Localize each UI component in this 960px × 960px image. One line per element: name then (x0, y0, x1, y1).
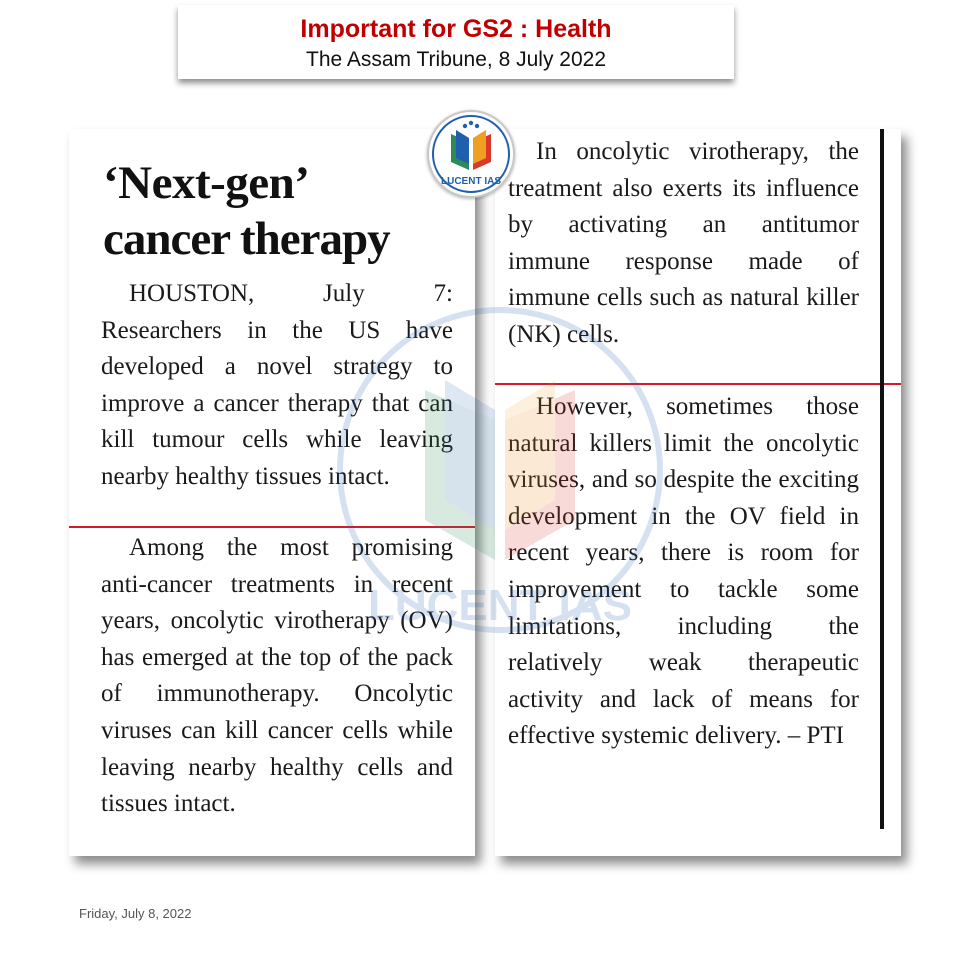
clipping-left (69, 129, 475, 856)
lucent-ias-logo (427, 110, 515, 198)
logo-text: LUCENT IAS (441, 176, 501, 187)
page-title: Important for GS2 : Health (300, 15, 612, 43)
paragraph-2: Among the most promising anti-cancer treatments in recent years, oncolytic virotherapy (OV) has emerged at the top of the pack of immunotherapy. Oncolytic viruses can kill cancer cells while leaving nearby healthy cells and tissues intact. (101, 534, 453, 818)
header-box (178, 5, 734, 79)
article-headline (103, 155, 473, 267)
paragraph-4: However, sometimes those natural killers limit the oncolytic viruses, and so despite the exciting development in the OV field in recent years, there is room for improvement to tackle some limitations, including the relatively weak therapeutic activity and lack of means for effective systemic delivery. – PTI (508, 393, 859, 750)
clipping-right (495, 129, 901, 856)
paragraph-3: In oncolytic virotherapy, the treatment also exerts its influence by activating an antitumor immune response made of immune cells such as natural killer (NK) cells. (508, 138, 859, 348)
headline-line-2: cancer therapy (103, 213, 390, 265)
source-line: The Assam Tribune, 8 July 2022 (306, 48, 606, 71)
divider-rule-left (69, 526, 475, 528)
open-book-logo-icon (429, 112, 513, 196)
footer-date: Friday, July 8, 2022 (79, 906, 192, 921)
divider-rule-right (495, 383, 901, 385)
paragraph-1: HOUSTON, July 7: Researchers in the US have developed a novel strategy to improve a cancer therapy that can kill tumour cells while leaving nearby healthy tissues intact. (101, 280, 453, 490)
headline-line-1: ‘Next-gen’ (103, 157, 310, 209)
column-border-line (880, 129, 884, 829)
